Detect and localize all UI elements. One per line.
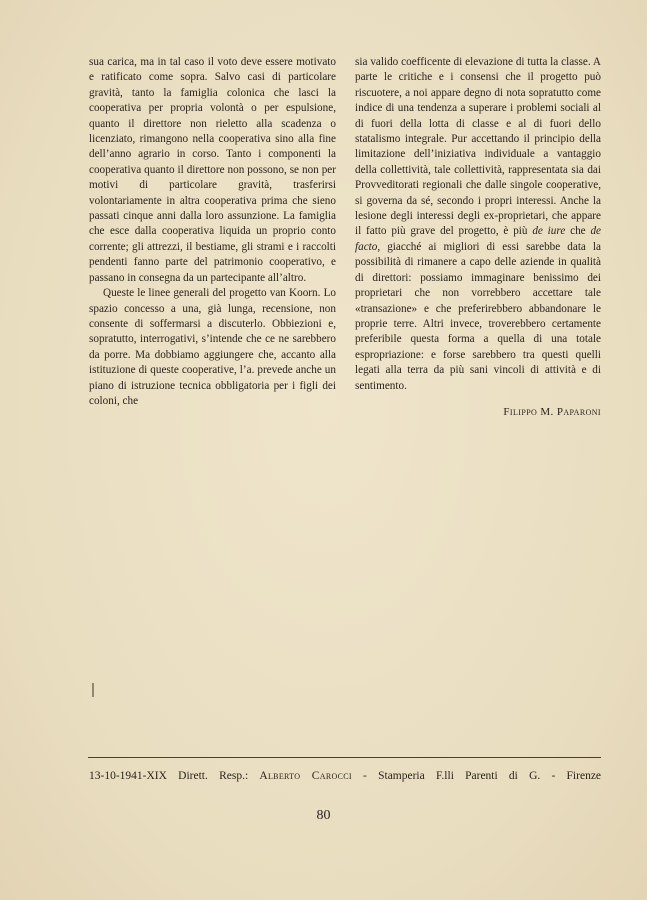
right-text-part-3: giacché ai migliori di essi sarebbe data la possibilità di rimanere a capo delle aziende in qualità di direttori: possiamo immaginare benissimo dei proprietari che non vorrebbero accettare tale «transazione» e che preferirebbero abbandonare le proprie terre. Altri invece, troverebbero certamente preferibile questa forma a quella di una totale espropriazione: e forse sarebbero tra questi quelli legati alla terra da più sani vincoli di attività e di sentimento. bbox=[355, 240, 601, 392]
right-text-part-1: sia valido coefficente di elevazione di tutta la classe. A parte le critiche e i consensi che il progetto può riscuotere, a noi appare degno di nota sopratutto come indice di una tendenza a superare i problemi sociali al di fuori della lotta di classe e al di fuori dello statalismo integrale. Pur accettando il principio della limitazione dell’iniziativa individuale a vantaggio della collettività, tale collettività, rappresentata sia dai Provveditorati regionali che dalle singole cooperative, si governa da sé, secondo i propri interessi. Anche la lesione degli interessi degli ex-proprietari, che appare il fatto più grave del progetto, è più bbox=[355, 56, 601, 238]
left-paragraph-1: sua carica, ma in tal caso il voto deve essere motivato e ratificato come sopra. Salvo casi di particolare gravità, tanto la famiglia colonica che lasci la cooperativa per propria volontà o per espulsione, quanto il direttore non rieletto alla scadenza o licenziato, rimangono nella cooperativa sino alla fine dell’anno agrario in corso. Tanto i componenti la cooperativa quanto il direttore non possono, se non per motivi di particolare gravità, trasferirsi volontariamente in altra cooperativa prima che sieno passati cinque anni dalla loro assunzione. La famiglia che esce dalla cooperativa liquida un proprio conto corrente; gli attrezzi, il bestiame, gli strami e i raccolti pendenti fanno parte del patrimonio cooperativo, e passano in consegna da un partecipante all’altro. bbox=[89, 56, 336, 284]
imprint-director-name: Alberto Carocci bbox=[259, 770, 352, 782]
imprint-suffix: - Stamperia F.lli Parenti di G. - Firenze bbox=[363, 770, 602, 782]
italic-de-iure: de iure bbox=[532, 225, 566, 238]
margin-mark bbox=[92, 683, 94, 697]
right-paragraph bbox=[355, 55, 601, 394]
left-column bbox=[89, 55, 336, 409]
italic-de-facto: de facto, bbox=[355, 225, 601, 253]
imprint-prefix: 13-10-1941-XIX Dirett. Resp.: bbox=[89, 770, 249, 782]
page-number: 80 bbox=[316, 808, 331, 823]
footer-rule bbox=[88, 757, 601, 758]
left-paragraph-2: Queste le linee generali del progetto van Koorn. Lo spazio concesso a una, già lunga, recensione, non consente di soffermarsi a discuterlo. Obbiezioni e, sopratutto, interrogativi, s’intende che ce ne sarebbero da porre. Ma dobbiamo aggiungere che, accanto alla istituzione di queste cooperative, l’a. prevede anche un piano di istruzione tecnica obbligatoria per i figli dei coloni, che bbox=[89, 287, 336, 407]
author-signature: Filippo M. Paparoni bbox=[503, 405, 601, 418]
right-column bbox=[355, 55, 601, 420]
right-text-part-2: che bbox=[565, 225, 591, 238]
imprint-line bbox=[89, 770, 601, 782]
